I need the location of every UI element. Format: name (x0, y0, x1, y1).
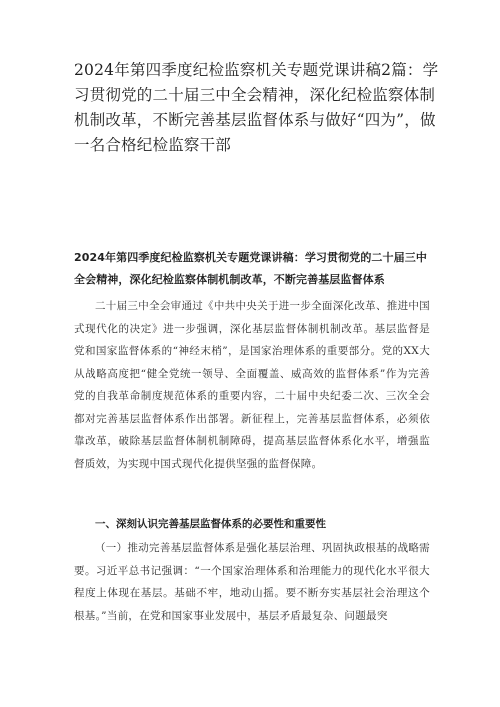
section-heading: 2024年第四季度纪检监察机关专题党课讲稿：学习贯彻党的二十届三中全会精神，深化纪检监察体制机制改革，不断完善基层监督体系 (74, 251, 427, 286)
document-title: 2024年第四季度纪检监察机关专题党课讲稿2篇：学习贯彻党的二十届三中全会精神，深化纪检监察体制机制改革，不断完善基层监督体系与做好“四为”，做一名合格纪检监察干部 (74, 61, 439, 154)
subheading-necessity: 一、深刻认识完善基层监督体系的必要性和重要性 (95, 518, 326, 530)
intro-paragraph: 二十届三中全会审通过《中共中央关于进一步全面深化改革、推进中国式现代化的决定》进一步强调，深化基层监督体制机制改革。基层监督是党和国家监督体系的“神经末梢”，是国家治理体系的重要部分。党的XX大从战略高度把“健全党统一领导、全面覆盖、威高效的监督体系”作为完善党的自我革命制度规范体系的重要内容，二十届中央纪委二次、三次全会都对完善基层监督体系作出部署。新征程上，完善基层监督体系，必须依靠改革，破除基层监督体制机制障碍，提高基层监督体系化水平，增强监督质效，为实现中国式现代化提供坚强的监督保障。 (74, 300, 430, 470)
paragraph-strategic-need: （一）推动完善基层监督体系是强化基层治理、巩固执政根基的战略需要。习近平总书记强调：“一个国家治理体系和治理能力的现代化水平很大程度上体现在基层。基础不牢，地动山摇。要不断夯实基层社会治理这个根基。”当前，在党和国家事业发展中，基层矛盾最复杂、问题最突 (74, 542, 430, 622)
